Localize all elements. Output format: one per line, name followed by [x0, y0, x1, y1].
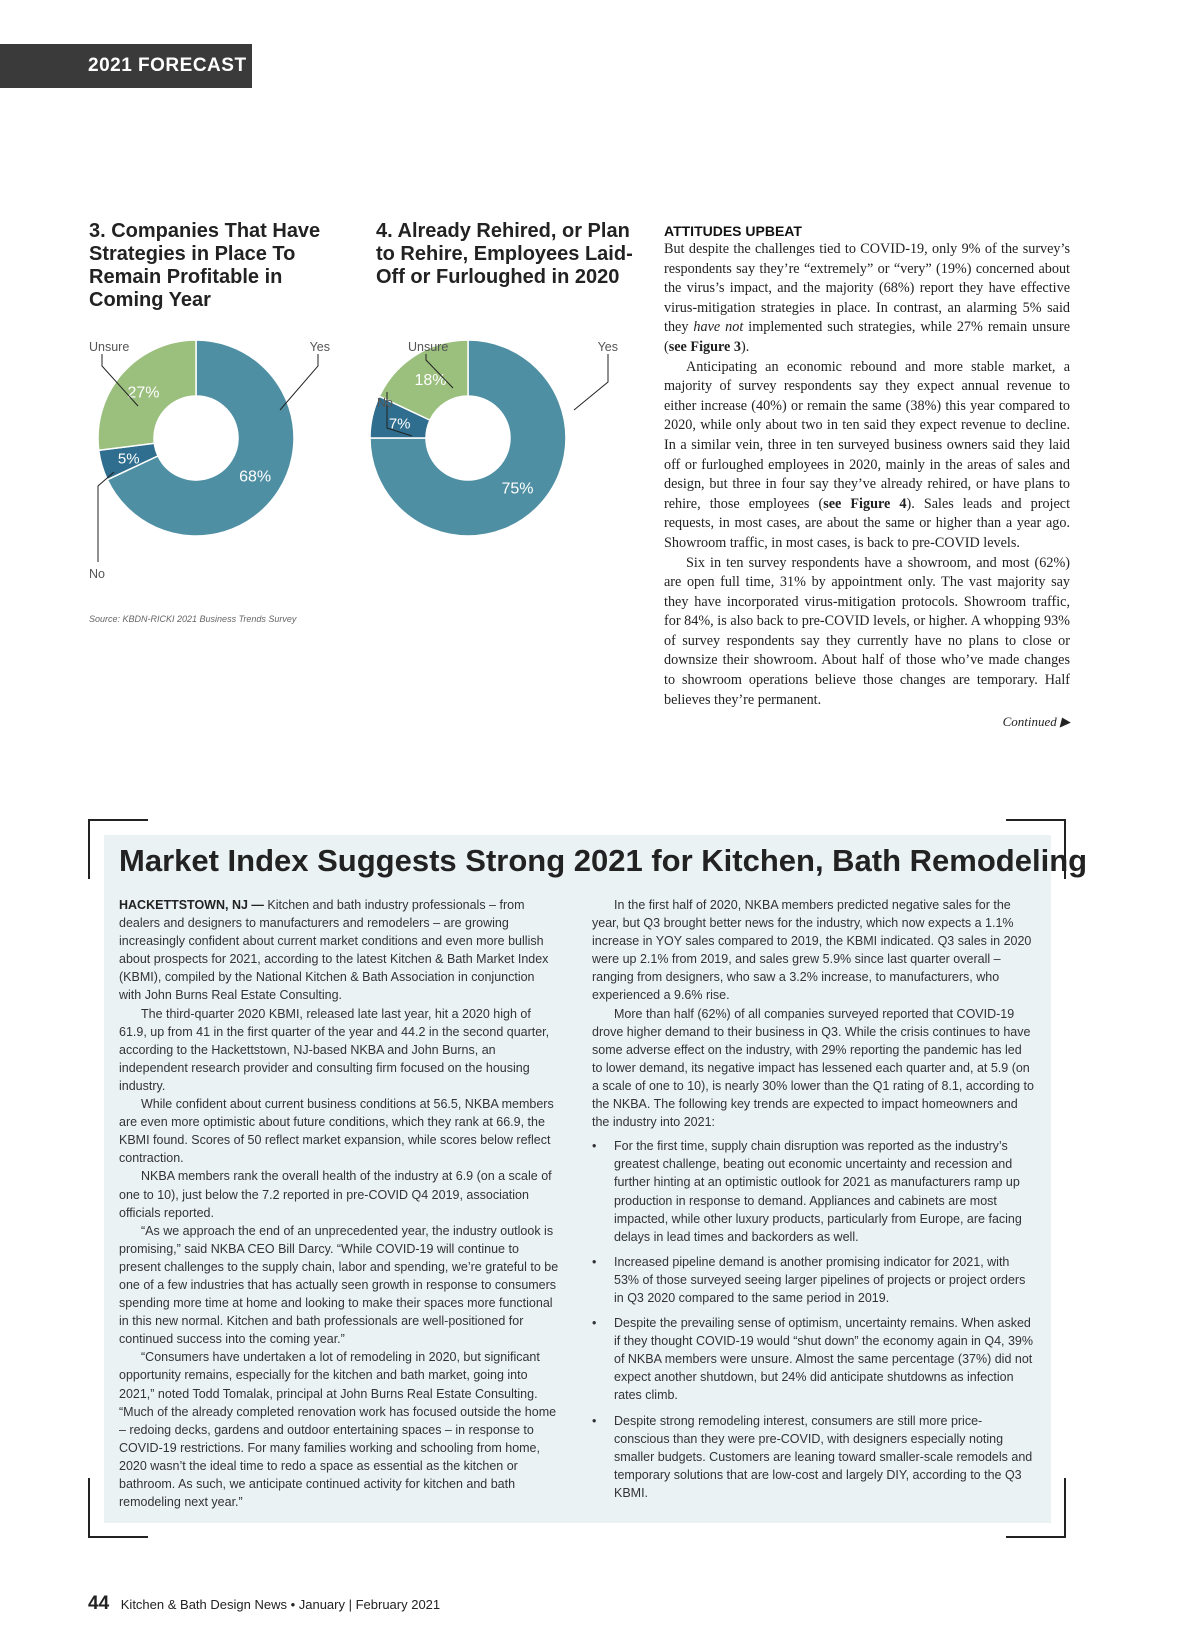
sidebar-title: Market Index Suggests Strong 2021 for Kitchen, Bath Remodeling: [119, 843, 1088, 878]
section-header: 2021 FORECAST: [0, 44, 252, 88]
sidebar-paragraph: In the first half of 2020, NKBA members predicted negative sales for the year, but Q3 brought better news for the industry, which now expects a 1.1% increase in YOY sales compared to 2019, the KBMI indicated. Q3 sales in 2020 were up 2.1% from 2019, and sales grew 5.9% since last quarter overall – ranging from designers, who saw a 3.2% increase, to manufacturers, who experienced a 9.6% rise.: [592, 898, 1032, 1003]
figure-reference: see Figure 4: [823, 495, 907, 512]
article-paragraph: [664, 240, 1070, 358]
chart-source-note: Source: KBDN-RICKI 2021 Business Trends Survey: [89, 614, 297, 624]
data-label-unsure: 27%: [127, 384, 160, 402]
sidebar-paragraph: NKBA members rank the overall health of the industry at 6.9 (on a scale of one to 10), just below the 7.2 reported in pre-COVID Q4 2019, association officials reported.: [119, 1169, 552, 1220]
page-number: 44: [88, 1593, 110, 1614]
figure-reference: see Figure 3: [668, 338, 741, 355]
data-label-yes: 75%: [501, 480, 534, 498]
text-run: Kitchen and bath industry professionals – from dealers and designers to manufacturers and remodelers – are growing increasingly confident about current market conditions and even more bullish about prospects for 2021, according to the latest Kitchen & Bath Market Index (KBMI), compiled by the National Kitchen & Bath Association in conjunction with John Burns Real Estate Consulting.: [119, 898, 549, 1003]
sidebar-paragraph: The third-quarter 2020 KBMI, released late last year, hit a 2020 high of 61.9, up from 41 in the first quarter of the year and 44.2 in the second quarter, according to the Hackettstown, NJ-based NKBA and John Burns, an independent research provider and consulting firm focused on the housing industry.: [119, 1006, 550, 1093]
sidebar-paragraph: [119, 896, 559, 1005]
sidebar-paragraph: “As we approach the end of an unprecedented year, the industry outlook is promising,” said NKBA CEO Bill Darcy. “While COVID-19 will continue to present challenges to the supply chain, labor and spending, we’re grateful to be one of a few industries that has actually seen growth in response to consumers spending more time at home and looking to make their spaces more functional in this new normal. Kitchen and bath professionals are well-positioned for continued success into the coming year.”: [119, 1223, 559, 1347]
figure-3-donut-chart: [80, 330, 340, 580]
list-item: [592, 1137, 1034, 1246]
dateline: HACKETTSTOWN, NJ —: [119, 898, 264, 912]
text-run: implemented such strategies, while 27% remain unsure (: [664, 319, 1070, 355]
data-label-yes: 68%: [239, 468, 272, 486]
list-item: [592, 1253, 1034, 1307]
list-item-text: For the first time, supply chain disruption was reported as the industry’s greatest challenge, beating out economic uncertainty and recession and further hinting at an optimistic outlook for 2021 as manufacturers ramp up production in response to demand. Appliances and cabinets are most impacted, while other luxury products, particularly from Europe, are facing delays in lead times and backorders as well.: [614, 1139, 1022, 1244]
continued-indicator: Continued ▶: [1002, 714, 1070, 730]
text-run: ). Sales leads and project requests, in most cases, are about the same or higher than a year ago. Showroom traffic, in most cases, is back to pre-COVID levels.: [664, 495, 1071, 551]
emphasis-text: have not: [693, 319, 744, 336]
text-run: Anticipating an economic rebound and more stable market, a majority of survey respondents say they expect annual revenue to either increase (40%) or remain the same (38%) this year compared to 2020, while only about two in ten said they expect revenue to decline. In a similar vein, three in ten surveyed business owners said they laid off or furloughed employees in 2020, mainly in the areas of sales and design, but three in four say they’ve already rehired, or have plans to rehire, those employees (: [664, 358, 1070, 512]
sidebar-left-column: [119, 896, 559, 1511]
figure-4-donut-chart: [370, 330, 630, 580]
text-run: But despite the challenges tied to COVID-19, only 9% of the survey’s respondents say they’re “extremely” or “very” (19%) concerned about the virus’s impact, and the majority (68%) report they have effective virus-mitigation strategies in place. In contrast, an alarming 5% said they: [664, 241, 1070, 336]
article-paragraph: [664, 358, 1070, 554]
article-heading: ATTITUDES UPBEAT: [664, 223, 802, 239]
list-item-text: Increased pipeline demand is another promising indicator for 2021, with 53% of those surveyed seeing larger pipelines of projects or project orders in Q3 2020 compared to the same period in 2019.: [614, 1254, 1026, 1305]
leader-line-yes: [574, 354, 608, 410]
list-item: [592, 1412, 1034, 1502]
bullet-icon: •: [592, 1139, 597, 1154]
bullet-icon: •: [592, 1413, 597, 1428]
list-item-text: Despite the prevailing sense of optimism, uncertainty remains. When asked if they thought COVID-19 would “shut down” the economy again in Q4, 39% of NKBA members were unsure. Almost the same percentage (37%) did not expect another shutdown, but 24% did anticipate shutdowns as infection rates climb.: [614, 1316, 1033, 1403]
bullet-icon: •: [592, 1316, 597, 1331]
sidebar-paragraph: More than half (62%) of all companies surveyed reported that COVID-19 drove higher demand to their business in Q3. While the crisis continues to have some adverse effect on the industry, with 29% reporting the pandemic has led to lower demand, its negative impact has lessened each quarter and, at 5.9 (on a scale of one to 10), is nearly 30% lower than the Q1 rating of 8.1, according to the NKBA. The following key trends are expected to impact homeowners and the industry into 2021:: [592, 1006, 1034, 1130]
legend-label-unsure: Unsure: [89, 340, 130, 354]
publication-info: Kitchen & Bath Design News • January | February 2021: [120, 1597, 441, 1612]
legend-label-yes: Yes: [597, 340, 618, 354]
list-item: [592, 1314, 1034, 1404]
legend-label-yes: Yes: [309, 340, 330, 354]
sidebar-paragraph: “Consumers have undertaken a lot of remodeling in 2020, but significant opportunity remains, especially for the kitchen and bath market, going into 2021,” noted Todd Tomalak, principal at John Burns Real Estate Consulting. “Much of the already completed renovation work has focused outside the home – redoing decks, gardens and outdoor entertaining spaces – in response to COVID-19 restrictions. For many families working and schooling from home, 2020 wasn’t the ideal time to redo a space as essential as the kitchen or bathroom. As such, we anticipate continued activity for kitchen and bath remodeling next year.”: [119, 1350, 557, 1510]
bullet-icon: •: [592, 1254, 597, 1269]
page-footer: [88, 1593, 440, 1615]
figure-4-title: 4. Already Rehired, or Plan to Rehire, Employees Laid-Off or Furloughed in 2020: [376, 220, 633, 288]
data-label-no: 5%: [117, 450, 140, 468]
sidebar-right-column: [592, 896, 1034, 1509]
list-item-text: Despite strong remodeling interest, consumers are still more price-conscious than they were pre-COVID, with designers especially noting smaller budgets. Customers are leaning toward smaller-scale remodels and temporary solutions that are low-cost and largely DIY, according to the Q3 KBMI.: [614, 1413, 1033, 1500]
article-paragraph: Six in ten survey respondents have a showroom, and most (62%) are open full time, 31% by appointment only. The vast majority say they have incorporated virus-mitigation protocols. Showroom traffic, for 84%, is also back to pre-COVID levels, or higher. A whopping 93% of survey respondents say they currently have no plans to close or downsize their showroom. About half of those who’ve made changes to showroom operations believe those changes are temporary. Half believes they’re permanent.: [664, 554, 1070, 708]
legend-label-no: No: [89, 567, 105, 580]
legend-label-no: No: [377, 396, 393, 410]
text-run: ).: [740, 338, 750, 355]
data-label-no: 7%: [388, 415, 411, 433]
article-attitudes-upbeat: [664, 222, 1070, 732]
data-label-unsure: 18%: [414, 371, 447, 389]
figure-3-title: 3. Companies That Have Strategies in Place To Remain Profitable in Coming Year: [89, 220, 321, 311]
key-trends-list: [592, 1137, 1034, 1502]
legend-label-unsure: Unsure: [408, 340, 449, 354]
sidebar-paragraph: While confident about current business conditions at 56.5, NKBA members are even more optimistic about future conditions, which they rank at 66.9, the KBMI found. Scores of 50 reflect market expansion, while scores below reflect contraction.: [119, 1097, 554, 1166]
